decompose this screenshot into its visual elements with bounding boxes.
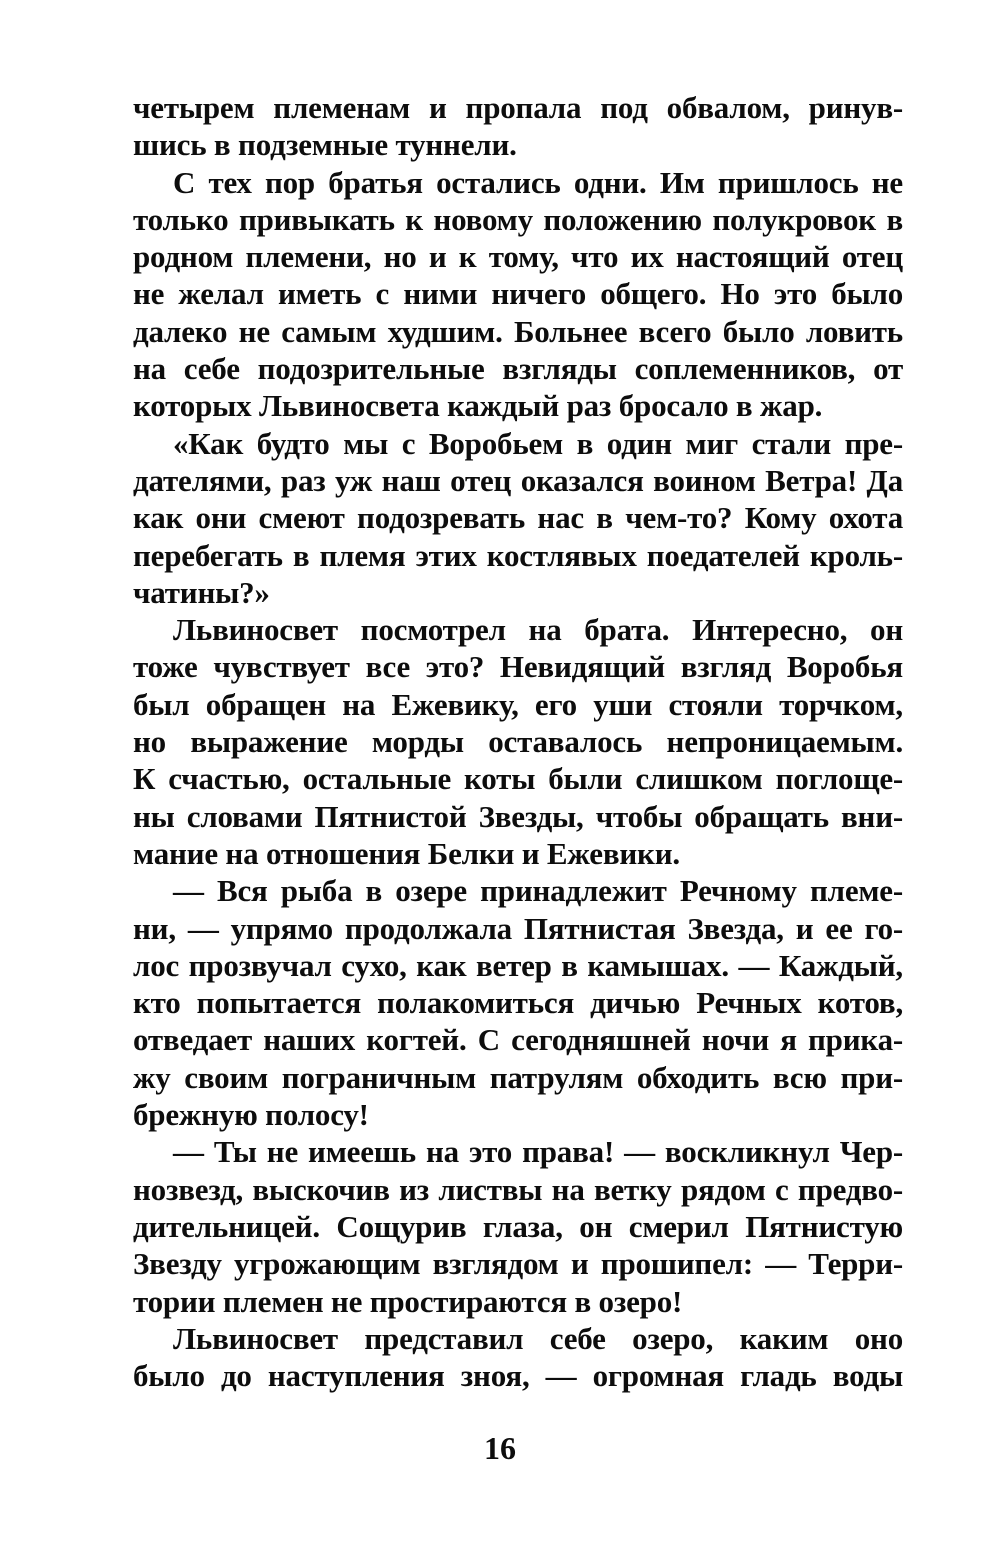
- text-line: на себе подозрительные взгляды соплеменников, от: [133, 351, 903, 387]
- text-line: тории племен не простираются в озеро!: [133, 1283, 683, 1319]
- text-line: как они смеют подозревать нас в чем-то? Кому охота: [133, 500, 903, 536]
- text-line: дительницей. Сощурив глаза, он смерил Пятнистую: [133, 1208, 903, 1244]
- text-line: четырем племенам и пропала под обвалом, ринув-: [133, 90, 903, 125]
- text-line: брежную полосу!: [133, 1097, 369, 1133]
- text-line: перебегать в племя этих костлявых поедателей кроль-: [133, 537, 903, 573]
- text-line: — Вся рыба в озере принадлежит Речному племе-: [173, 873, 903, 909]
- text-line: тоже чувствует все это? Невидящий взгляд Воробья: [133, 649, 903, 685]
- text-line: дателями, раз уж наш отец оказался воином Ветра! Да: [133, 462, 903, 498]
- text-line: Львиносвет представил себе озеро, каким оно: [173, 1320, 903, 1356]
- text-line: шись в подземные туннели.: [133, 127, 517, 163]
- text-line: но выражение морды оставалось непроницаемым.: [133, 724, 903, 760]
- text-line: жу своим пограничным патрулям обходить всю при-: [133, 1059, 903, 1095]
- text-line: нозвезд, выскочив из листвы на ветку рядом с предво-: [133, 1171, 903, 1207]
- text-line: далеко не самым худшим. Больнее всего было ловить: [133, 313, 903, 349]
- text-line: только привыкать к новому положению полукровок в: [133, 201, 903, 237]
- page-text: [133, 89, 903, 1394]
- text-line: — Ты не имеешь на это права! — воскликнул Чер-: [173, 1134, 903, 1170]
- text-line: С тех пор братья остались одни. Им пришлось не: [173, 164, 903, 200]
- text-line: К счастью, остальные коты были слишком поглоще-: [133, 761, 903, 797]
- text-line: «Как будто мы с Воробьем в один миг стали пре-: [173, 425, 903, 461]
- text-line: был обращен на Ежевику, его уши стояли торчком,: [133, 686, 903, 722]
- text-line: мание на отношения Белки и Ежевики.: [133, 835, 680, 871]
- text-line: Звезду угрожающим взглядом и прошипел: — Терри-: [133, 1246, 903, 1282]
- page-number: 16: [484, 1430, 516, 1466]
- text-line: родном племени, но и к тому, что их настоящий отец: [133, 239, 903, 275]
- text-line: было до наступления зноя, — огромная гладь воды: [133, 1358, 903, 1394]
- text-line: отведает наших когтей. С сегодняшней ночи я прика-: [133, 1022, 903, 1058]
- text-line: Львиносвет посмотрел на брата. Интересно, он: [173, 612, 903, 648]
- text-line: ны словами Пятнистой Звезды, чтобы обращать вни-: [133, 798, 903, 834]
- text-line: ни, — упрямо продолжала Пятнистая Звезда, и ее го-: [133, 910, 903, 946]
- text-line: чатины?»: [133, 574, 270, 610]
- text-line: которых Львиносвета каждый раз бросало в жар.: [133, 388, 823, 424]
- text-line: лос прозвучал сухо, как ветер в камышах. — Каждый,: [133, 947, 903, 983]
- text-line: кто попытается полакомиться дичью Речных котов,: [133, 985, 903, 1021]
- text-line: не желал иметь с ними ничего общего. Но это было: [133, 276, 903, 312]
